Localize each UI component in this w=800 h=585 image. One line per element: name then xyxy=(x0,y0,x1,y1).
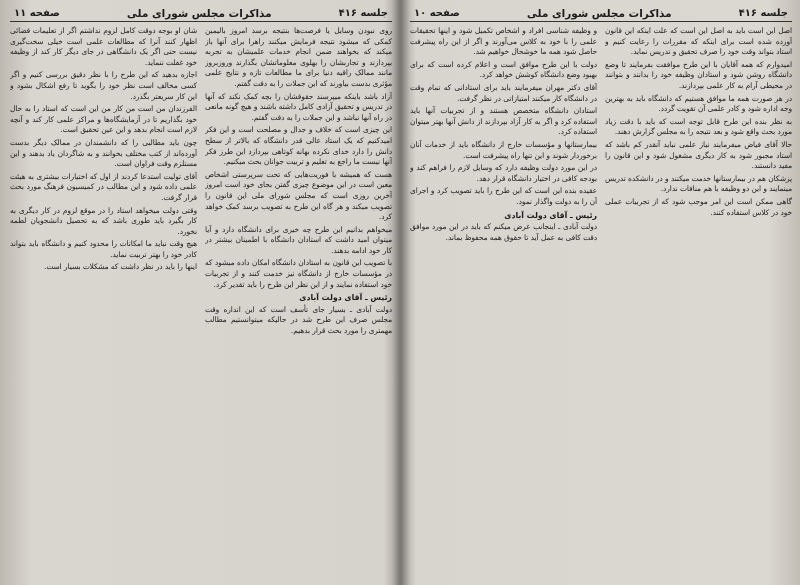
paragraph: چون باید مطالبی را که دانشمندان در ممالک دیگر بدست آورده‌اند از کتب مختلف بخوانند و به شاگردان یاد بدهند و این مستلزم وقت فراوان است. xyxy=(10,137,197,169)
paragraph: پزشکان هم در بیمارستانها خدمت میکنند و در دانشکده تدریس مینمایند و این دو وظیفه با هم منافات ندارد. xyxy=(605,173,792,194)
paragraph: روی نبودن وسایل یا فرصت‌ها بنتیجه برسد امروز بالیمین کمکی که میشود نتیجه فرمایش میکنند راهرا برای آنها باز میکند که بخواهند ضمن انجام خدمات علمیشان به تجربه بپردازند و تجاربشان را بهلوی معلوماتشان بگذارند وروزبروز مانند ممالک راقیه دنیا برای ما مطالعات تازه و نتایج علمی مؤثری بدست بیاورند که این جملات را به دقت گفتم. xyxy=(205,26,392,88)
paragraph: آقای دکتر مهران میفرمایند باید برای استادانی که تمام وقت در دانشگاه کار میکنند امتیازاتی در نظر گرفت. xyxy=(410,82,597,103)
page-number: صفحه ۱۰ xyxy=(414,8,460,19)
paragraph: بیمارستانها و مؤسسات خارج از دانشگاه باید از خدمات آنان برخوردار شوند و این تنها راه پیشرفت است. xyxy=(410,139,597,160)
text-column-left xyxy=(410,26,597,577)
paragraph: میخواهم بدانیم این طرح چه خیری برای دانشگاه دارد و آیا میتوان امید داشت که استادان دانشگاه با اطمینان بیشتر در کار خود ادامه بدهند. xyxy=(205,224,392,255)
paragraph: وقتی دولت میخواهد استاد را در موقع لزوم در کار دیگری به کار بگیرد باید طوری باشد که به تحصیل دانشجویان لطمه نخورد. xyxy=(10,205,197,236)
paragraph: دولت آبادی ـ اینجانب عرض میکنم که باید در این مورد موافق دقت کافی به عمل آید تا حقوق همه محفوظ بماند. xyxy=(410,222,597,242)
left-page xyxy=(10,6,392,581)
text-column-right xyxy=(205,26,392,577)
text-columns xyxy=(10,22,392,577)
text-column-left xyxy=(10,26,197,577)
paragraph: آزاد باشد باینکه میپرسند حقوقشان را بچه کمک نکند که آنها در تدریس و تحقیق آزادی کامل داشته باشند و هیچ گونه مانعی در راه آنها نباشد و این جملات را به دقت گفتم. xyxy=(205,91,392,122)
paragraph: امیدوارم که همه آقایان با این طرح موافقت بفرمایند تا وضع دانشگاه روشن شود و استادان وظیفه خود را بدانند و بتوانند در محیطی آرام به کار علمی بپردازند. xyxy=(605,59,792,90)
paragraph: اصل این است باید به اصل این است که علت اینکه این قانون آورده شده است برای اینکه که مقررات را رعایت کنیم و استاد بتواند وقت خود را صرف تحقیق و تدریس نماید. xyxy=(605,26,792,57)
paragraph: عقیده بنده این است که این طرح را باید تصویب کرد و اجرای آن را به دولت واگذار نمود. xyxy=(410,186,597,206)
paragraph: با تصویب این قانون به استادان دانشگاه امکان داده میشود که در مؤسسات خارج از دانشگاه نیز خدمت کنند و از تجربیات خود استفاده نمایند و از این نظر این طرح را باید تقدیر کرد. xyxy=(205,258,392,289)
paragraph: اینها را باید در نظر داشت که مشکلات بسیار است. xyxy=(44,262,197,272)
paragraph: در این مورد دولت وظیفه دارد که وسایل لازم را فراهم کند و بودجه کافی در اختیار دانشگاه قرار دهد. xyxy=(410,163,597,183)
page-number: صفحه ۱۱ xyxy=(14,8,60,19)
session-number: جلسه ۴۱۶ xyxy=(338,8,388,19)
paragraph: این چیزی است که خلاف و جدال و مصلحت است و این فکر امیدکنیم که یک استاد عالی قدر دانشگاه که بالاتر از سطح دانش را دارد خدای نکرده بهانه کوتاهی بپردازد این طرز فکر آنها نیست ما راجع به تعلیم و تربیت جوانان بحث میکنیم. xyxy=(205,125,392,167)
paragraph: هست که همیشه با فوریت‌هایی که تحت سرپرستی اشخاص معین است در این موضوع چیزی گفتن بجای خود است امروز آخرین روزی است که مجلس شورای ملی این قانون را تصویب میکند و هر گاه این طرح به تصویب برسد کمک خواهد کرد. xyxy=(205,169,392,222)
session-number: جلسه ۴۱۶ xyxy=(738,8,788,19)
paragraph: حالا آقای فیاض میفرمایند نیاز علمی نباید آنقدر کم باشد که استاد مجبور شود به کار دیگری مشغول شود و این قانون را مفید دانستند. xyxy=(605,139,792,171)
page-header xyxy=(410,6,792,22)
paragraph: گاهی ممکن است این امر موجب شود که از تجربیات عملی خود در کلاس استفاده کنند. xyxy=(605,196,792,217)
paragraph: اجازه بدهید که این طرح را با نظر دقیق بررسی کنیم و اگر کسی مخالف است نظر خود را بگوید تا رفع اشکال بشود و این کار سریعتر بگذرد. xyxy=(10,70,197,101)
speaker-heading: رئیس ـ آقای دولت آبادی xyxy=(299,293,392,303)
paragraph: دولت با این طرح موافق است و اعلام کرده است که برای بهبود وضع دانشگاه کوشش خواهد کرد. xyxy=(410,59,597,80)
paragraph: الفرزندان من است من کار من این است که استاد را به حال خود بگذاریم تا در آزمایشگاه‌ها و مراکز علمی کار کند و آنچه لازم است انجام بدهد و این عین تحقیق است. xyxy=(10,104,197,135)
book-gutter xyxy=(392,0,410,585)
paragraph: شان او بوجه دوقت کامل لزوم نداشتم اگر از تعلیمات قضائی اظهار کنند آنرا که مطالعات علمی است خیلی سخت‌گیری نیست حتی اگر یک دانشگاهی در جای دیگر کار کند از وظیفه خود غفلت ننماید. xyxy=(10,26,197,67)
header-title: مذاکرات مجلس شورای ملی xyxy=(126,7,272,20)
paragraph: در هر صورت همه ما موافق هستیم که دانشگاه باید به بهترین وجه اداره شود و کادر علمی آن تقویت گردد. xyxy=(605,93,792,114)
paragraph: آقای تولیت استدعا کردند از اول که اختیارات بیشتری به هیئت علمی داده شود و این مطالب در کمیسیون فرهنگ مورد بحث قرار گرفت. xyxy=(10,171,197,202)
speaker-heading: رئیس ـ آقای دولت آبادی xyxy=(504,210,597,220)
text-column-right xyxy=(605,26,792,577)
paragraph: هیچ وقت نباید ما امکانات را محدود کنیم و دانشگاه باید بتواند کادر خود را بهتر تربیت نماید. xyxy=(10,239,197,259)
text-columns xyxy=(410,22,792,577)
page-header xyxy=(10,6,392,22)
paragraph: به نظر بنده این طرح قابل توجه است که باید با دقت زیاد مورد بحث واقع شود و بعد نتیجه را به مجلس گزارش دهند. xyxy=(605,116,792,137)
right-page xyxy=(410,6,792,581)
header-title: مذاکرات مجلس شورای ملی xyxy=(526,7,672,20)
paragraph: استادان دانشگاه متخصص هستند و از تجربیات آنها باید استفاده کرد و اگر به کار آزاد بپردازند از دانش آنها بهتر میتوان استفاده کرد. xyxy=(410,106,597,137)
paragraph: و وظیفه شناسی افراد و اشخاص تکمیل شود و اینها تحقیقات علمی را با خود به کلاس می‌آورند و اگر از این راه پیشرفت حاصل شود همه ما خوشحال خواهیم شد. xyxy=(410,26,597,57)
paragraph: دولت آبادی ـ بسیار جای تأسف است که این اندازه وقت مجلس صرف این طرح شد در حالیکه میتوانستیم مطالب مهمتری را مورد بحث قرار بدهیم. xyxy=(205,304,392,336)
